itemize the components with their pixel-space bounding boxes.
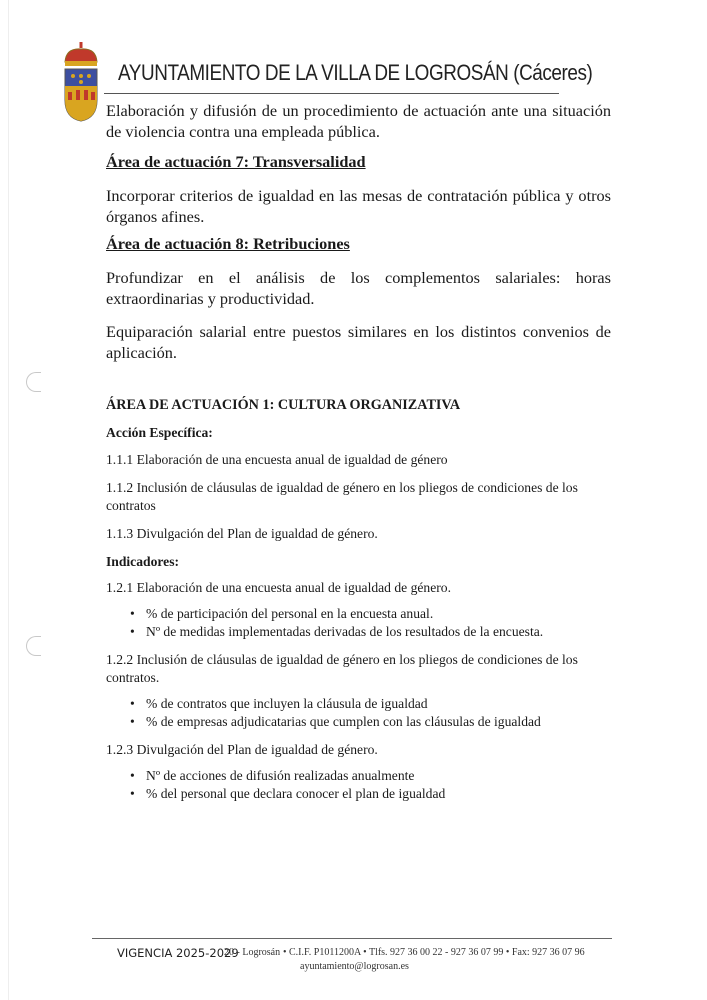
- validity-period: VIGENCIA 2025-2029: [117, 946, 239, 960]
- indicator-bullet: • % de participación del personal en la encuesta anual.: [130, 606, 434, 621]
- punch-hole-mark: [26, 372, 41, 392]
- action-item: 1.1.1 Elaboración de una encuesta anual de igualdad de género: [106, 452, 448, 467]
- indicator-bullet: • Nº de medidas implementadas derivadas de los resultados de la encuesta.: [130, 624, 544, 639]
- indicator-bullet: • Nº de acciones de difusión realizadas anualmente: [130, 768, 415, 783]
- area7-section: [106, 152, 611, 227]
- section1-title: ÁREA DE ACTUACIÓN 1: CULTURA ORGANIZATIVA: [106, 397, 461, 413]
- intro-section: [106, 100, 611, 142]
- punch-hole-mark: [26, 636, 41, 656]
- indicator-bullet: • % del personal que declara conocer el plan de igualdad: [130, 786, 446, 801]
- page-edge: [8, 0, 9, 1000]
- footer-email: ayuntamiento@logrosan.es: [300, 961, 409, 972]
- footer-address: 20 - Logrosán: [224, 947, 281, 958]
- coat-of-arms-icon: [62, 42, 100, 122]
- indicator-title: 1.2.3 Divulgación del Plan de igualdad de género.: [106, 742, 378, 757]
- footer-divider: [92, 938, 612, 939]
- indicator-bullets: [106, 767, 611, 803]
- area8-paragraph1-line2: extraordinarias y productividad.: [106, 289, 315, 308]
- area8-paragraph2: Equiparación salarial entre puestos similares en los distintos convenios de aplicación.: [106, 322, 611, 362]
- indicator-bullet: • % de empresas adjudicatarias que cumplen con las cláusulas de igualdad: [130, 714, 541, 729]
- organization-title: AYUNTAMIENTO DE LA VILLA DE LOGROSÁN (Cáceres): [118, 60, 593, 85]
- area7-paragraph: Incorporar criterios de igualdad en las mesas de contratación pública y otros órganos afines.: [106, 186, 611, 226]
- indicator-bullet: • % de contratos que incluyen la cláusula de igualdad: [130, 696, 428, 711]
- indicator-bullets: [106, 695, 611, 731]
- footer-contact: • C.I.F. P1011200A • Tlfs. 927 36 00 22 - 927 36 07 99 • Fax: 927 36 07 96: [283, 947, 585, 958]
- header-divider: [104, 93, 559, 94]
- section1: [106, 397, 611, 803]
- intro-paragraph: Elaboración y difusión de un procedimiento de actuación ante una situación de violencia contra una empleada pública.: [106, 101, 611, 141]
- indicators-heading: Indicadores:: [106, 554, 180, 569]
- indicator-bullets: [106, 605, 611, 641]
- area8-title: Área de actuación 8: Retribuciones: [106, 234, 350, 253]
- area8-section: [106, 234, 611, 363]
- indicator-title: 1.2.1 Elaboración de una encuesta anual de igualdad de género.: [106, 580, 451, 595]
- area8-paragraph1-line1: Profundizar en el análisis de los complementos salariales: horas: [106, 268, 611, 287]
- actions-heading: Acción Específica:: [106, 425, 213, 440]
- action-item: 1.1.3 Divulgación del Plan de igualdad de género.: [106, 526, 378, 541]
- indicator-title: 1.2.2 Inclusión de cláusulas de igualdad de género en los pliegos de condiciones de los contratos.: [106, 652, 578, 685]
- area7-title: Área de actuación 7: Transversalidad: [106, 152, 366, 171]
- action-item: 1.1.2 Inclusión de cláusulas de igualdad de género en los pliegos de condiciones de los contratos: [106, 480, 578, 513]
